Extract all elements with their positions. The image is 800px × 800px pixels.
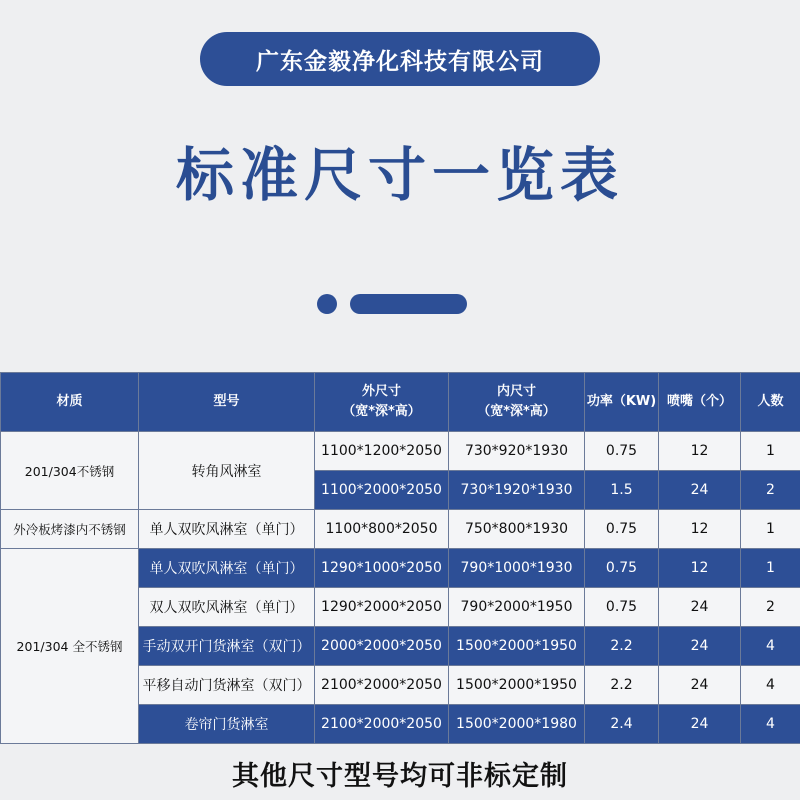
header-inner-size: [449, 373, 585, 432]
material-cell: 201/304不锈钢: [1, 432, 139, 510]
power-cell: 0.75: [585, 432, 659, 471]
company-name-banner: 广东金毅净化科技有限公司: [200, 32, 600, 86]
nozzle-cell: 24: [659, 471, 741, 510]
inner-size-cell: 1500*2000*1950: [449, 627, 585, 666]
header-people: 人数: [741, 373, 800, 432]
power-cell: 0.75: [585, 549, 659, 588]
people-cell: 4: [741, 627, 800, 666]
people-cell: 2: [741, 588, 800, 627]
material-cell: 外冷板烤漆内不锈钢: [1, 510, 139, 549]
inner-size-cell: 790*2000*1950: [449, 588, 585, 627]
outer-size-cell: 2100*2000*2050: [315, 705, 449, 744]
power-cell: 2.2: [585, 627, 659, 666]
outer-size-cell: 1290*1000*2050: [315, 549, 449, 588]
people-cell: 2: [741, 471, 800, 510]
nozzle-cell: 24: [659, 666, 741, 705]
spec-table: [0, 372, 800, 744]
people-cell: 1: [741, 510, 800, 549]
model-cell: 卷帘门货淋室: [139, 705, 315, 744]
nozzle-cell: 24: [659, 627, 741, 666]
decorative-bar: [350, 294, 467, 314]
header-inner-size-unit: （宽*深*高）: [477, 404, 556, 419]
outer-size-cell: 2100*2000*2050: [315, 666, 449, 705]
header-inner-size-label: 内尺寸: [496, 384, 536, 399]
inner-size-cell: 730*1920*1930: [449, 471, 585, 510]
inner-size-cell: 790*1000*1930: [449, 549, 585, 588]
inner-size-cell: 1500*2000*1950: [449, 666, 585, 705]
header-model: 型号: [139, 373, 315, 432]
model-cell: 平移自动门货淋室（双门）: [139, 666, 315, 705]
nozzle-cell: 24: [659, 705, 741, 744]
nozzle-cell: 12: [659, 510, 741, 549]
model-cell: 手动双开门货淋室（双门）: [139, 627, 315, 666]
model-cell: 转角风淋室: [139, 432, 315, 510]
people-cell: 1: [741, 549, 800, 588]
header-outer-size-label: 外尺寸: [361, 384, 401, 399]
material-cell: 201/304 全不锈钢: [1, 549, 139, 744]
header-material: 材质: [1, 373, 139, 432]
outer-size-cell: 1100*2000*2050: [315, 471, 449, 510]
table-row: [1, 510, 800, 549]
power-cell: 1.5: [585, 471, 659, 510]
table-header-row: [1, 373, 800, 432]
header-outer-size-unit: （宽*深*高）: [342, 404, 421, 419]
nozzle-cell: 12: [659, 549, 741, 588]
model-cell: 单人双吹风淋室（单门）: [139, 549, 315, 588]
inner-size-cell: 730*920*1930: [449, 432, 585, 471]
power-cell: 2.2: [585, 666, 659, 705]
header-power: 功率（KW): [585, 373, 659, 432]
power-cell: 0.75: [585, 588, 659, 627]
people-cell: 4: [741, 705, 800, 744]
decorative-dot: [317, 294, 337, 314]
outer-size-cell: 1290*2000*2050: [315, 588, 449, 627]
table-row: [1, 549, 800, 588]
power-cell: 2.4: [585, 705, 659, 744]
inner-size-cell: 1500*2000*1980: [449, 705, 585, 744]
table-row: [1, 432, 800, 471]
nozzle-cell: 24: [659, 588, 741, 627]
header-nozzle: 喷嘴（个）: [659, 373, 741, 432]
custom-size-note: 其他尺寸型号均可非标定制: [232, 761, 568, 792]
model-cell: 双人双吹风淋室（单门）: [139, 588, 315, 627]
page-title: 标准尺寸一览表: [175, 141, 624, 209]
people-cell: 4: [741, 666, 800, 705]
inner-size-cell: 750*800*1930: [449, 510, 585, 549]
outer-size-cell: 1100*800*2050: [315, 510, 449, 549]
model-cell: 单人双吹风淋室（单门）: [139, 510, 315, 549]
nozzle-cell: 12: [659, 432, 741, 471]
outer-size-cell: 2000*2000*2050: [315, 627, 449, 666]
power-cell: 0.75: [585, 510, 659, 549]
header-outer-size: [315, 373, 449, 432]
people-cell: 1: [741, 432, 800, 471]
outer-size-cell: 1100*1200*2050: [315, 432, 449, 471]
